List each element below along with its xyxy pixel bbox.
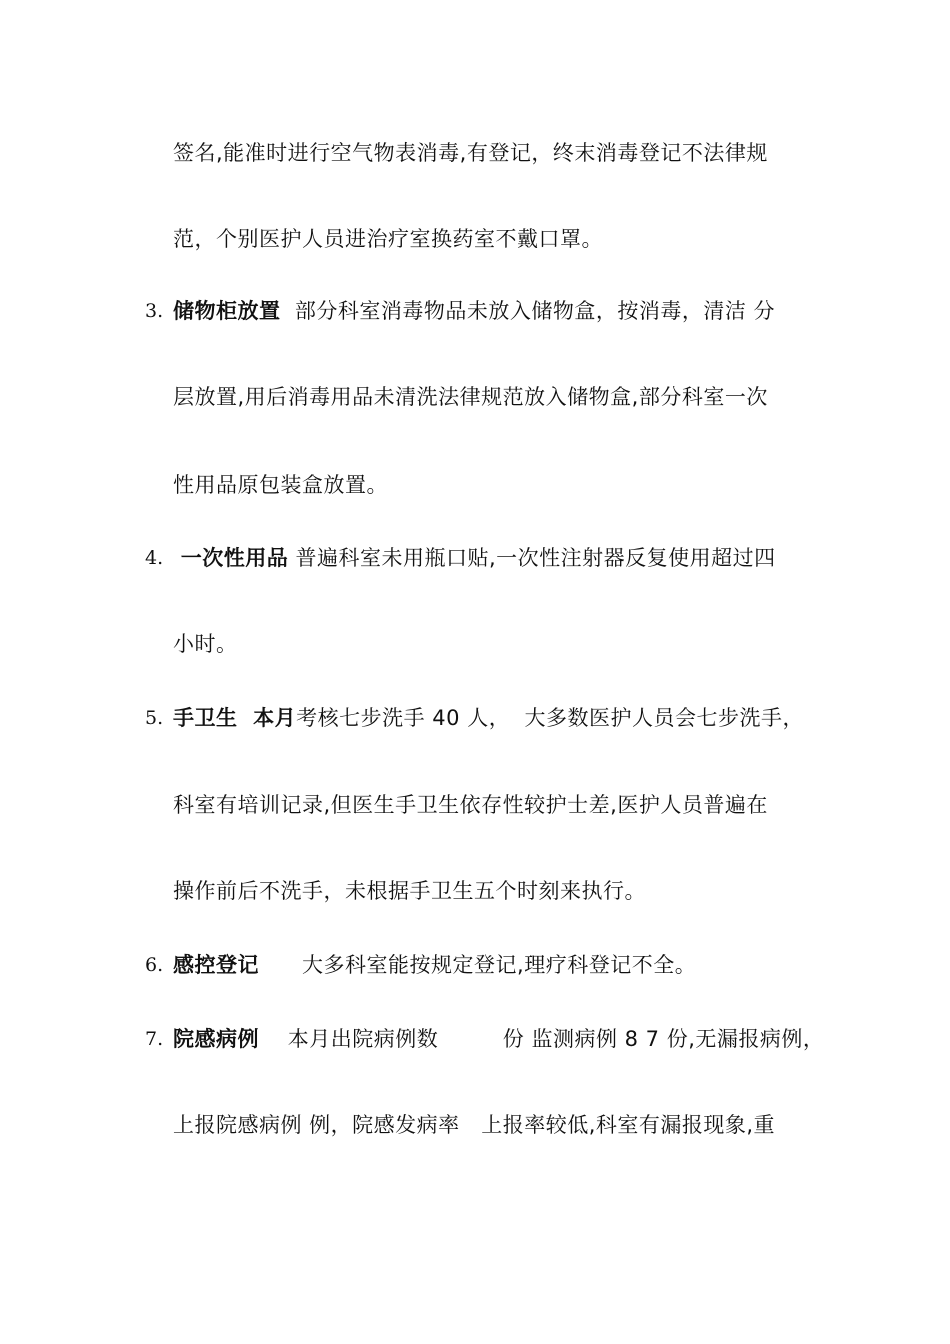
list-item: 院感病例 本月出院病例数 份 监测病例 8 7 份,无漏报病例， (173, 1027, 825, 1051)
paragraph-line: 签名,能准时进行空气物表消毒,有登记，终末消毒登记不法律规 (173, 141, 768, 165)
paragraph-line: 上报院感病例 例，院感发病率 上报率较低,科室有漏报现象,重 (173, 1113, 776, 1137)
list-item: 手卫生 本月考核七步洗手 40 人， 大多数医护人员会七步洗手， (173, 706, 805, 730)
list-number: 3. (145, 300, 164, 322)
list-number: 4. (145, 547, 164, 569)
item-title: 感控登记 (173, 953, 259, 977)
list-item: 储物柜放置 部分科室消毒物品未放入储物盒，按消毒，清洁 分 (173, 299, 776, 323)
item-title: 一次性用品 (173, 546, 289, 570)
paragraph-line: 性用品原包装盒放置。 (173, 473, 388, 497)
list-item: 感控登记 大多科室能按规定登记,理疗科登记不全。 (173, 953, 697, 977)
item-title: 院感病例 (173, 1027, 259, 1051)
paragraph-line: 层放置,用后消毒用品未清洗法律规范放入储物盒,部分科室一次 (173, 385, 768, 409)
paragraph-line: 范，个别医护人员进治疗室换药室不戴口罩。 (173, 227, 603, 251)
list-number: 7. (145, 1028, 164, 1050)
paragraph-line: 科室有培训记录,但医生手卫生依存性较护士差,医护人员普遍在 (173, 793, 768, 817)
list-item: 一次性用品 普遍科室未用瓶口贴,一次性注射器反复使用超过四 (173, 546, 776, 570)
paragraph-line: 小时。 (173, 632, 238, 656)
paragraph-line: 操作前后不洗手，未根据手卫生五个时刻来执行。 (173, 879, 646, 903)
item-title: 手卫生 本月 (173, 706, 297, 730)
list-number: 5. (145, 707, 164, 729)
list-number: 6. (145, 954, 164, 976)
item-title: 储物柜放置 (173, 299, 281, 323)
